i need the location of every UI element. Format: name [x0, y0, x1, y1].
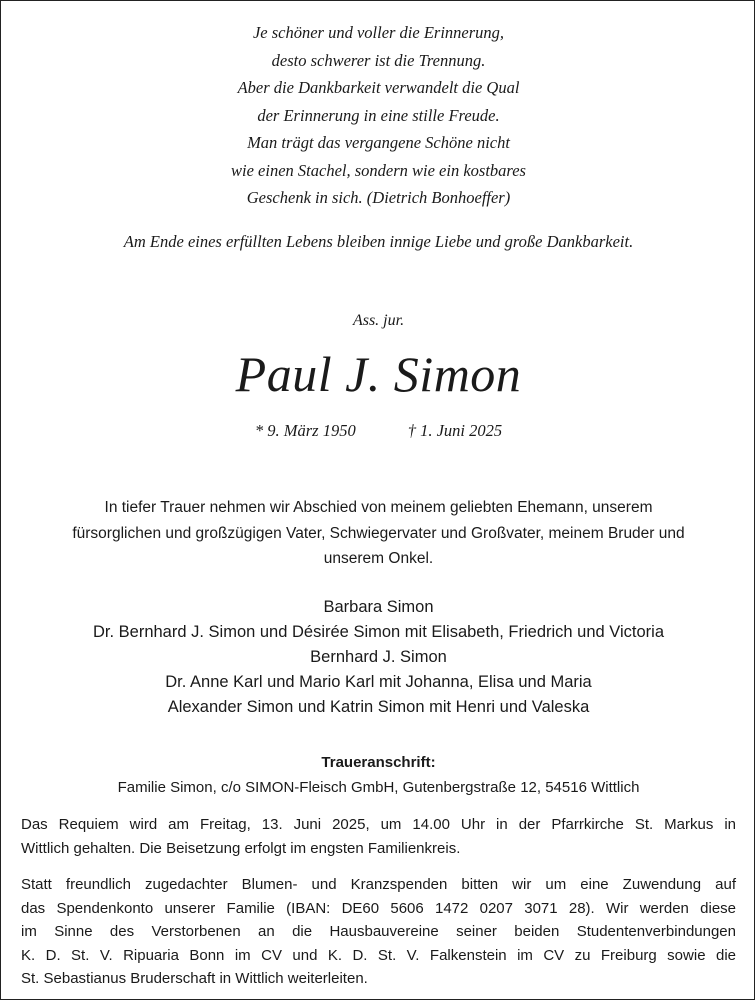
bonhoeffer-quote — [1, 19, 755, 212]
address-heading: Traueranschrift: — [321, 754, 436, 771]
statement-line: fürsorglichen und großzügigen Vater, Schwiegervater und Großvater, meinem Bruder und — [72, 524, 685, 542]
death-date: † 1. Juni 2025 — [407, 421, 503, 440]
mourning-address — [1, 750, 755, 800]
paragraph-line: das Spendenkonto unserer Familie (IBAN: DE60 5606 1472 0207 3071 28). Wir werden diese — [21, 899, 736, 917]
quote-line: Je schöner und voller die Erinnerung, — [252, 23, 505, 42]
mourner-entry: Dr. Bernhard J. Simon und Désirée Simon mit Elisabeth, Friedrich und Victoria — [92, 623, 665, 641]
mourner-entry: Dr. Anne Karl und Mario Karl mit Johanna, Elisa und Maria — [165, 673, 592, 691]
address-text: Familie Simon, c/o SIMON-Fleisch GmbH, Gutenbergstraße 12, 54516 Wittlich — [117, 779, 640, 796]
mourner-entry: Bernhard J. Simon — [310, 648, 447, 666]
paragraph-line: Statt freundlich zugedachter Blumen- und Kranzspenden bitten wir um eine Zuwendung auf — [21, 876, 736, 893]
mourning-statement — [31, 495, 726, 572]
quote-line: der Erinnerung in eine stille Freude. — [257, 105, 500, 125]
mourner-entry: Alexander Simon und Katrin Simon mit Henri und Valeska — [167, 698, 590, 716]
academic-title: Ass. jur. — [352, 312, 405, 329]
quote-line: Aber die Dankbarkeit verwandelt die Qual — [237, 78, 520, 97]
quote-line: Man trägt das vergangene Schöne nicht — [247, 133, 510, 152]
mourners-list — [1, 595, 755, 720]
life-dates — [1, 419, 755, 443]
donation-paragraph — [21, 873, 736, 991]
paragraph-line: Wittlich gehalten. Die Beisetzung erfolgt im engsten Familienkreis. — [21, 839, 461, 857]
quote-line: Geschenk in sich. (Dietrich Bonhoeffer) — [246, 188, 511, 207]
statement-line: In tiefer Trauer nehmen wir Abschied von meinem geliebten Ehemann, unserem — [104, 499, 653, 516]
paragraph-line: im Sinne des Verstorbenen an die Hausbauvereine seiner beiden Studentenverbindungen — [21, 923, 736, 940]
birth-date: * 9. März 1950 — [254, 421, 356, 440]
motto-line: Am Ende eines erfüllten Lebens bleiben innige Liebe und große Dankbarkeit. — [123, 232, 634, 251]
paragraph-line: K. D. St. V. Ripuaria Bonn im CV und K. D. St. V. Falkenstein im CV zu Freiburg sowie die — [21, 946, 736, 964]
mourner-entry: Barbara Simon — [323, 598, 434, 616]
quote-line: desto schwerer ist die Trennung. — [271, 50, 486, 70]
quote-line: wie einen Stachel, sondern wie ein kostbares — [231, 160, 526, 180]
deceased-name: Paul J. Simon — [235, 346, 522, 402]
statement-line: unserem Onkel. — [323, 550, 434, 567]
paragraph-line: Das Requiem wird am Freitag, 13. Juni 2025, um 14.00 Uhr in der Pfarrkirche St. Markus in — [21, 816, 736, 833]
requiem-paragraph — [21, 813, 736, 860]
paragraph-line: St. Sebastianus Bruderschaft in Wittlich weiterleiten. — [21, 970, 368, 987]
